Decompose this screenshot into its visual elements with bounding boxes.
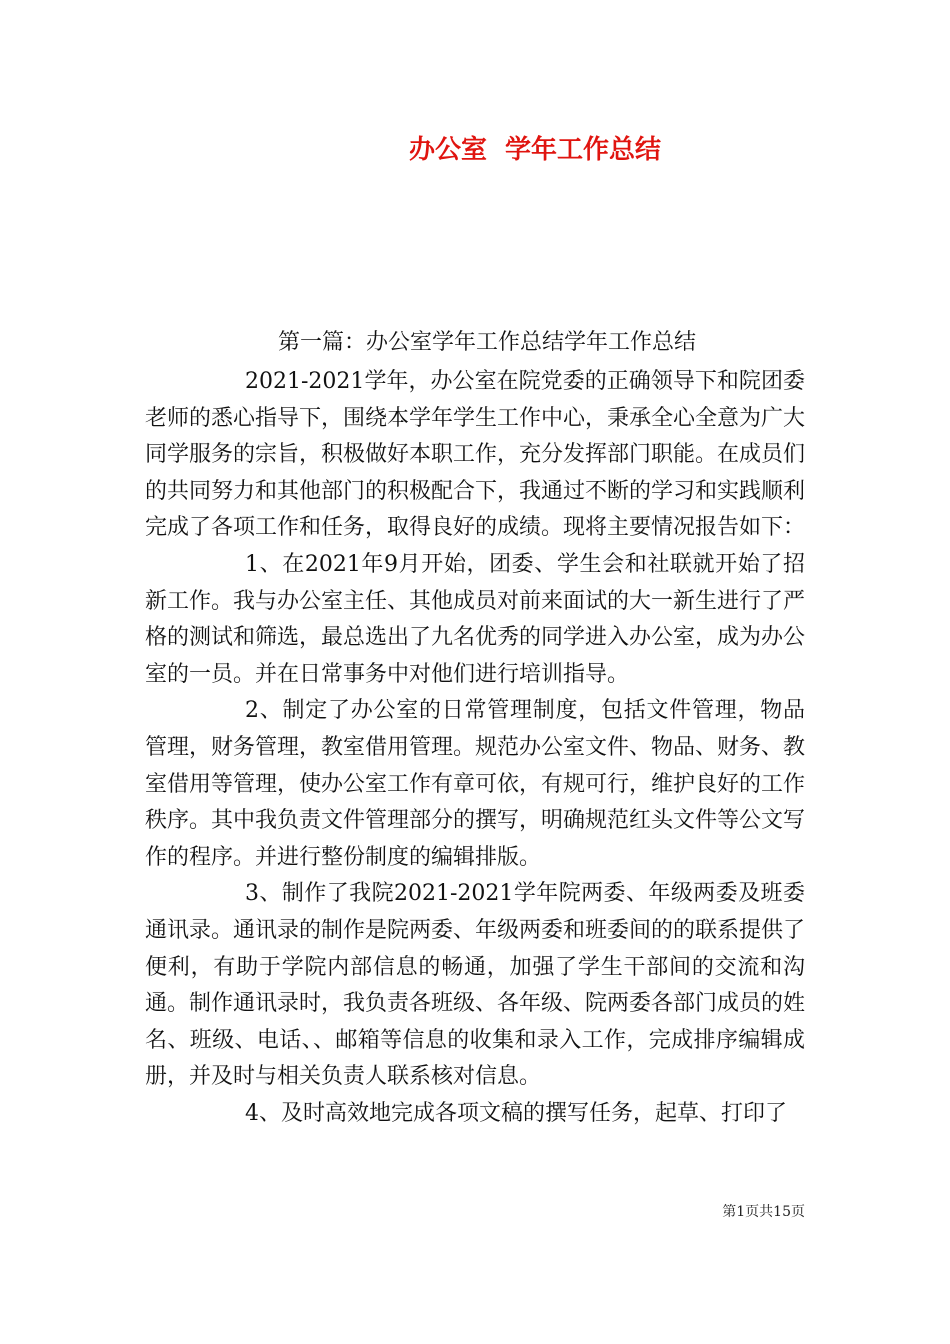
paragraph-item-3: 3、制作了我院2021-2021学年院两委、年级两委及班委通讯录。通讯录的制作是院两委、年级两委和班委间的的联系提供了便利，有助于学院内部信息的畅通，加强了学生干部间的交流和沟通。制作通讯录时，我负责各班级、各年级、院两委各部门成员的姓名、班级、电话、、邮箱等信息的收集和录入工作，完成排序编辑成册，并及时与相关负责人联系核对信息。: [145, 881, 806, 1090]
page-number-footer: 第1页共15页: [722, 1204, 805, 1220]
paragraph-item-1: 1、在2021年9月开始，团委、学生会和社联就开始了招新工作。我与办公室主任、其他成员对前来面试的大一新生进行了严格的测试和筛选，最总选出了九名优秀的同学进入办公室，成为办公室的一员。并在日常事务中对他们进行培训指导。: [145, 551, 806, 687]
body-text: [145, 364, 805, 1132]
section-heading: 第一篇：办公室学年工作总结学年工作总结: [277, 330, 696, 355]
paragraph-item-4: 4、及时高效地完成各项文稿的撰写任务，起草、打印了: [245, 1100, 787, 1126]
document-title: 办公室 学年工作总结: [408, 135, 662, 165]
paragraph-intro: 2021-2021学年，办公室在院党委的正确领导下和院团委老师的悉心指导下，围绕本学年学生工作中心，秉承全心全意为广大同学服务的宗旨，积极做好本职工作，充分发挥部门职能。在成员们的共同努力和其他部门的积极配合下，我通过不断的学习和实践顺利完成了各项工作和任务，取得良好的成绩。现将主要情况报告如下：: [145, 369, 806, 541]
paragraph-item-2: 2、制定了办公室的日常管理制度，包括文件管理，物品管理，财务管理，教室借用管理。规范办公室文件、物品、财务、教室借用等管理，使办公室工作有章可依，有规可行，维护良好的工作秩序。其中我负责文件管理部分的撰写，明确规范红头文件等公文写作的程序。并进行整份制度的编辑排版。: [145, 698, 806, 870]
